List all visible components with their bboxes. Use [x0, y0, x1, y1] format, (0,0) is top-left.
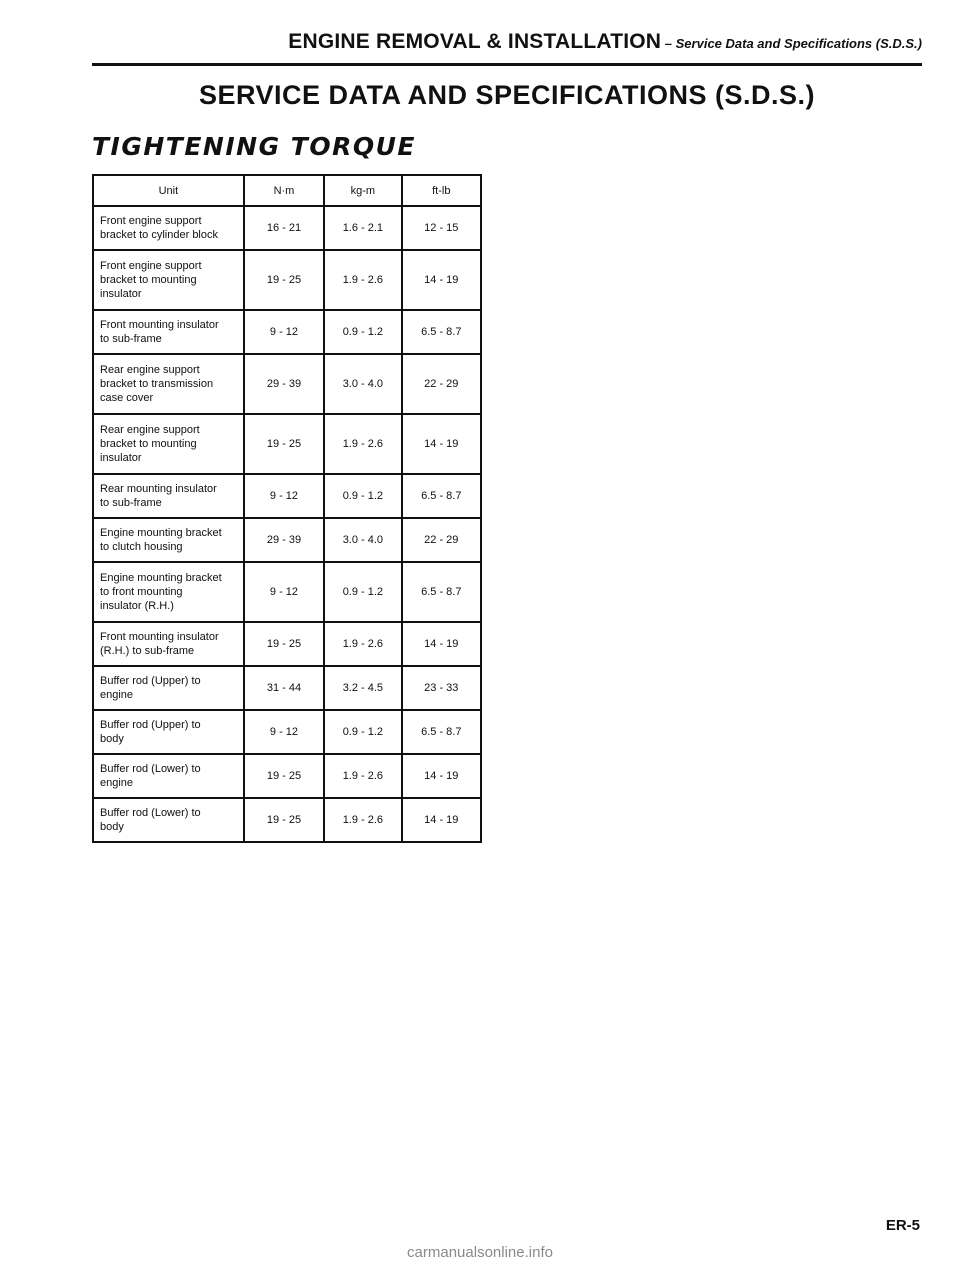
torque-value-kgm: 1.6 - 2.1 [324, 206, 401, 250]
table-row [93, 562, 481, 622]
item-description [93, 250, 244, 310]
item-description [93, 354, 244, 414]
item-description-line: Front mounting insulator [100, 631, 219, 643]
item-description [93, 206, 244, 250]
column-header-kgm: kg-m [324, 175, 401, 206]
item-description-line: to sub-frame [100, 497, 162, 509]
page-header [92, 30, 922, 54]
header-rule [92, 63, 922, 66]
table-row [93, 622, 481, 666]
torque-value-kgm: 0.9 - 1.2 [324, 310, 401, 354]
item-description-line: bracket to transmission [100, 378, 214, 390]
item-description [93, 798, 244, 842]
torque-value-nm: 19 - 25 [244, 798, 324, 842]
torque-value-ftlb: 22 - 29 [402, 518, 481, 562]
torque-value-nm: 19 - 25 [244, 754, 324, 798]
item-description [93, 710, 244, 754]
item-description [93, 310, 244, 354]
item-description [93, 754, 244, 798]
torque-value-ftlb: 14 - 19 [402, 622, 481, 666]
torque-value-ftlb: 14 - 19 [402, 754, 481, 798]
torque-value-kgm: 1.9 - 2.6 [324, 622, 401, 666]
torque-value-nm: 29 - 39 [244, 518, 324, 562]
torque-value-nm: 19 - 25 [244, 414, 324, 474]
item-description-line: Rear mounting insulator [100, 483, 217, 495]
item-description [93, 518, 244, 562]
item-description [93, 622, 244, 666]
table-row [93, 250, 481, 310]
column-header-nm: N·m [244, 175, 324, 206]
torque-value-nm: 16 - 21 [244, 206, 324, 250]
torque-value-kgm: 1.9 - 2.6 [324, 414, 401, 474]
item-description-line: Front mounting insulator [100, 319, 219, 331]
torque-value-nm: 19 - 25 [244, 622, 324, 666]
torque-value-ftlb: 14 - 19 [402, 414, 481, 474]
item-description-line: Front engine support [100, 215, 202, 227]
table-row [93, 666, 481, 710]
item-description-line: case cover [100, 392, 154, 404]
item-description [93, 666, 244, 710]
torque-value-ftlb: 14 - 19 [402, 250, 481, 310]
torque-value-nm: 31 - 44 [244, 666, 324, 710]
torque-value-kgm: 0.9 - 1.2 [324, 474, 401, 518]
table-row [93, 710, 481, 754]
item-description-line: body [100, 733, 124, 745]
header-subsection-title: – Service Data and Specifications (S.D.S.) [661, 36, 922, 51]
torque-value-nm: 9 - 12 [244, 710, 324, 754]
torque-value-nm: 9 - 12 [244, 562, 324, 622]
item-description-line: Buffer rod (Lower) to [100, 807, 201, 819]
torque-value-ftlb: 6.5 - 8.7 [402, 562, 481, 622]
item-description-line: body [100, 821, 124, 833]
section-title: TIGHTENING TORQUE [92, 132, 416, 161]
torque-value-nm: 29 - 39 [244, 354, 324, 414]
torque-value-ftlb: 23 - 33 [402, 666, 481, 710]
item-description-line: Buffer rod (Upper) to [100, 719, 201, 731]
item-description-line: engine [100, 689, 134, 701]
table-row [93, 518, 481, 562]
item-description-line: insulator [100, 288, 142, 300]
item-description [93, 414, 244, 474]
torque-value-kgm: 1.9 - 2.6 [324, 798, 401, 842]
item-description-line: Rear engine support [100, 424, 200, 436]
table-row [93, 206, 481, 250]
item-description-line: insulator (R.H.) [100, 600, 174, 612]
column-header-unit: Unit [93, 175, 244, 206]
torque-value-nm: 19 - 25 [244, 250, 324, 310]
torque-value-kgm: 0.9 - 1.2 [324, 562, 401, 622]
item-description [93, 474, 244, 518]
torque-value-kgm: 1.9 - 2.6 [324, 754, 401, 798]
table-body [93, 206, 481, 842]
item-description-line: (R.H.) to sub-frame [100, 645, 195, 657]
item-description [93, 562, 244, 622]
torque-value-nm: 9 - 12 [244, 310, 324, 354]
page-number: ER-5 [885, 1217, 920, 1234]
item-description-line: engine [100, 777, 134, 789]
torque-value-ftlb: 6.5 - 8.7 [402, 310, 481, 354]
item-description-line: insulator [100, 452, 142, 464]
item-description-line: bracket to mounting [100, 274, 197, 286]
item-description-line: Engine mounting bracket [100, 527, 222, 539]
torque-value-kgm: 1.9 - 2.6 [324, 250, 401, 310]
item-description-line: Engine mounting bracket [100, 572, 222, 584]
torque-value-kgm: 0.9 - 1.2 [324, 710, 401, 754]
tightening-torque-table [92, 174, 482, 843]
table-row [93, 310, 481, 354]
table-row [93, 474, 481, 518]
item-description-line: Buffer rod (Lower) to [100, 763, 201, 775]
table-row [93, 354, 481, 414]
torque-value-nm: 9 - 12 [244, 474, 324, 518]
item-description-line: Front engine support [100, 260, 202, 272]
page-title: SERVICE DATA AND SPECIFICATIONS (S.D.S.) [198, 80, 816, 110]
item-description-line: to sub-frame [100, 333, 162, 345]
torque-value-ftlb: 6.5 - 8.7 [402, 474, 481, 518]
table-row [93, 754, 481, 798]
watermark-text: carmanualsonline.info [407, 1244, 553, 1261]
item-description-line: to front mounting [100, 586, 183, 598]
item-description-line: Rear engine support [100, 364, 200, 376]
item-description-line: bracket to cylinder block [100, 229, 218, 241]
torque-value-ftlb: 22 - 29 [402, 354, 481, 414]
torque-value-ftlb: 12 - 15 [402, 206, 481, 250]
torque-value-kgm: 3.0 - 4.0 [324, 518, 401, 562]
torque-value-ftlb: 6.5 - 8.7 [402, 710, 481, 754]
item-description-line: Buffer rod (Upper) to [100, 675, 201, 687]
column-header-ftlb: ft-lb [402, 175, 481, 206]
torque-value-ftlb: 14 - 19 [402, 798, 481, 842]
table-row [93, 798, 481, 842]
torque-value-kgm: 3.2 - 4.5 [324, 666, 401, 710]
table-header-row [93, 175, 481, 206]
item-description-line: to clutch housing [100, 541, 183, 553]
item-description-line: bracket to mounting [100, 438, 197, 450]
header-section-title: ENGINE REMOVAL & INSTALLATION [288, 30, 662, 53]
torque-value-kgm: 3.0 - 4.0 [324, 354, 401, 414]
table-row [93, 414, 481, 474]
